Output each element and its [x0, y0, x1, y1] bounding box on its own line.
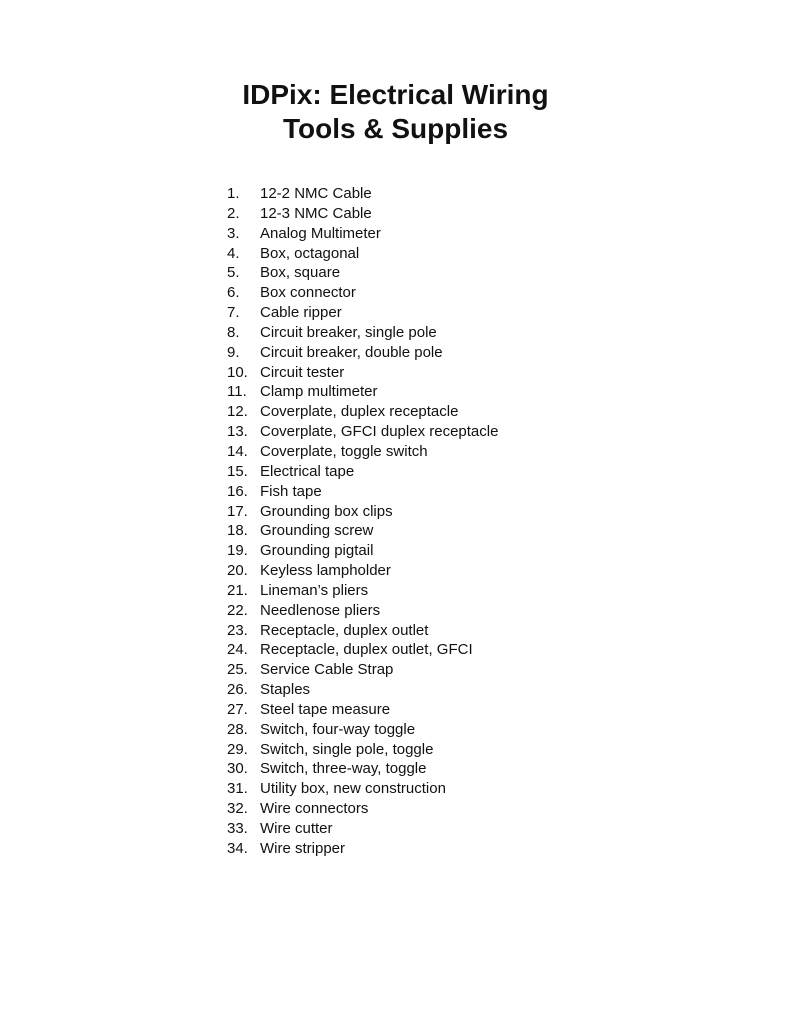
list-item	[227, 422, 498, 442]
list-item	[227, 283, 498, 303]
item-label: Cable ripper	[260, 304, 342, 322]
list-item	[227, 323, 498, 343]
item-label: Needlenose pliers	[260, 601, 381, 619]
item-number: 22.	[227, 601, 248, 619]
tools-supplies-list	[227, 184, 498, 859]
list-item	[227, 521, 498, 541]
list-item	[227, 382, 498, 402]
title-line-1: IDPix: Electrical Wiring	[242, 79, 549, 110]
list-item	[227, 343, 498, 363]
item-label: Switch, single pole, toggle	[260, 740, 434, 758]
title-line-2: Tools & Supplies	[282, 113, 509, 144]
item-label: Utility box, new construction	[260, 780, 446, 798]
item-number: 8.	[227, 323, 240, 341]
item-number: 3.	[227, 224, 240, 242]
list-item	[227, 224, 498, 244]
list-item	[227, 759, 498, 779]
list-item	[227, 402, 498, 422]
item-label: Switch, three-way, toggle	[260, 760, 427, 778]
item-label: Wire cutter	[260, 820, 333, 837]
item-number: 30.	[227, 760, 248, 778]
item-label: 12-3 NMC Cable	[260, 204, 372, 222]
item-label: Lineman’s pliers	[260, 581, 369, 599]
list-item	[227, 263, 498, 283]
item-number: 13.	[227, 423, 248, 441]
item-label: Box connector	[260, 284, 356, 302]
list-item	[227, 244, 498, 264]
item-number: 11.	[227, 383, 247, 401]
item-label: Keyless lampholder	[260, 562, 391, 580]
item-label: Receptacle, duplex outlet, GFCI	[260, 641, 473, 659]
item-number: 5.	[227, 264, 240, 282]
item-label: Electrical tape	[260, 462, 355, 480]
item-number: 12.	[227, 403, 248, 421]
item-label: Staples	[260, 681, 311, 699]
list-item	[227, 779, 498, 799]
item-number: 7.	[227, 304, 240, 322]
item-label: Coverplate, toggle switch	[260, 442, 428, 460]
item-label: Service Cable Strap	[260, 661, 394, 679]
list-item	[227, 621, 498, 641]
list-item	[227, 541, 498, 561]
item-number: 9.	[227, 343, 240, 361]
item-number: 23.	[227, 621, 248, 639]
list-item	[227, 204, 498, 224]
item-number: 33.	[227, 820, 248, 837]
item-number: 34.	[227, 839, 248, 857]
list-item	[227, 720, 498, 740]
item-label: Box, octagonal	[260, 244, 360, 262]
item-label: 12-2 NMC Cable	[260, 185, 372, 202]
item-label: Fish tape	[260, 482, 322, 500]
item-number: 27.	[227, 700, 248, 718]
item-label: Analog Multimeter	[260, 224, 381, 242]
item-number: 32.	[227, 800, 248, 818]
page-title	[0, 78, 791, 146]
item-number: 6.	[227, 284, 240, 302]
list-item	[227, 462, 498, 482]
item-label: Coverplate, duplex receptacle	[260, 403, 459, 421]
item-number: 10.	[227, 363, 248, 381]
item-number: 2.	[227, 204, 240, 222]
item-label: Grounding pigtail	[260, 542, 374, 560]
item-label: Wire stripper	[260, 839, 346, 857]
list-item	[227, 700, 498, 720]
item-number: 26.	[227, 681, 248, 699]
list-item	[227, 581, 498, 601]
item-label: Circuit breaker, double pole	[260, 343, 443, 361]
item-number: 16.	[227, 482, 248, 500]
list-item	[227, 660, 498, 680]
item-number: 20.	[227, 562, 248, 580]
item-label: Circuit breaker, single pole	[260, 323, 437, 341]
item-number: 19.	[227, 542, 248, 560]
item-label: Box, square	[260, 264, 341, 282]
item-number: 29.	[227, 740, 248, 758]
item-label: Grounding screw	[260, 522, 374, 540]
list-item	[227, 640, 498, 660]
item-number: 18.	[227, 522, 248, 540]
list-item	[227, 799, 498, 819]
list-item	[227, 482, 498, 502]
item-label: Steel tape measure	[260, 700, 391, 718]
item-number: 15.	[227, 462, 248, 480]
item-number: 21.	[227, 581, 248, 599]
list-item	[227, 442, 498, 462]
list-item	[227, 740, 498, 760]
item-label: Switch, four-way toggle	[260, 720, 416, 738]
list-item	[227, 561, 498, 581]
item-label: Circuit tester	[260, 363, 345, 381]
item-number: 17.	[227, 502, 248, 520]
item-number: 24.	[227, 641, 248, 659]
item-label: Grounding box clips	[260, 502, 393, 520]
list-item	[227, 601, 498, 621]
item-number: 4.	[227, 244, 240, 262]
item-number: 25.	[227, 661, 248, 679]
item-label: Coverplate, GFCI duplex receptacle	[260, 423, 499, 441]
list-item	[227, 184, 498, 204]
list-item	[227, 502, 498, 522]
list-item	[227, 839, 498, 859]
item-number: 31.	[227, 780, 248, 798]
item-number: 28.	[227, 720, 248, 738]
list-item	[227, 363, 498, 383]
item-label: Clamp multimeter	[260, 383, 378, 401]
item-label: Wire connectors	[260, 800, 369, 818]
item-label: Receptacle, duplex outlet	[260, 621, 429, 639]
list-item	[227, 303, 498, 323]
item-number: 1.	[227, 185, 240, 202]
list-item	[227, 680, 498, 700]
item-number: 14.	[227, 442, 248, 460]
list-item	[227, 819, 498, 839]
